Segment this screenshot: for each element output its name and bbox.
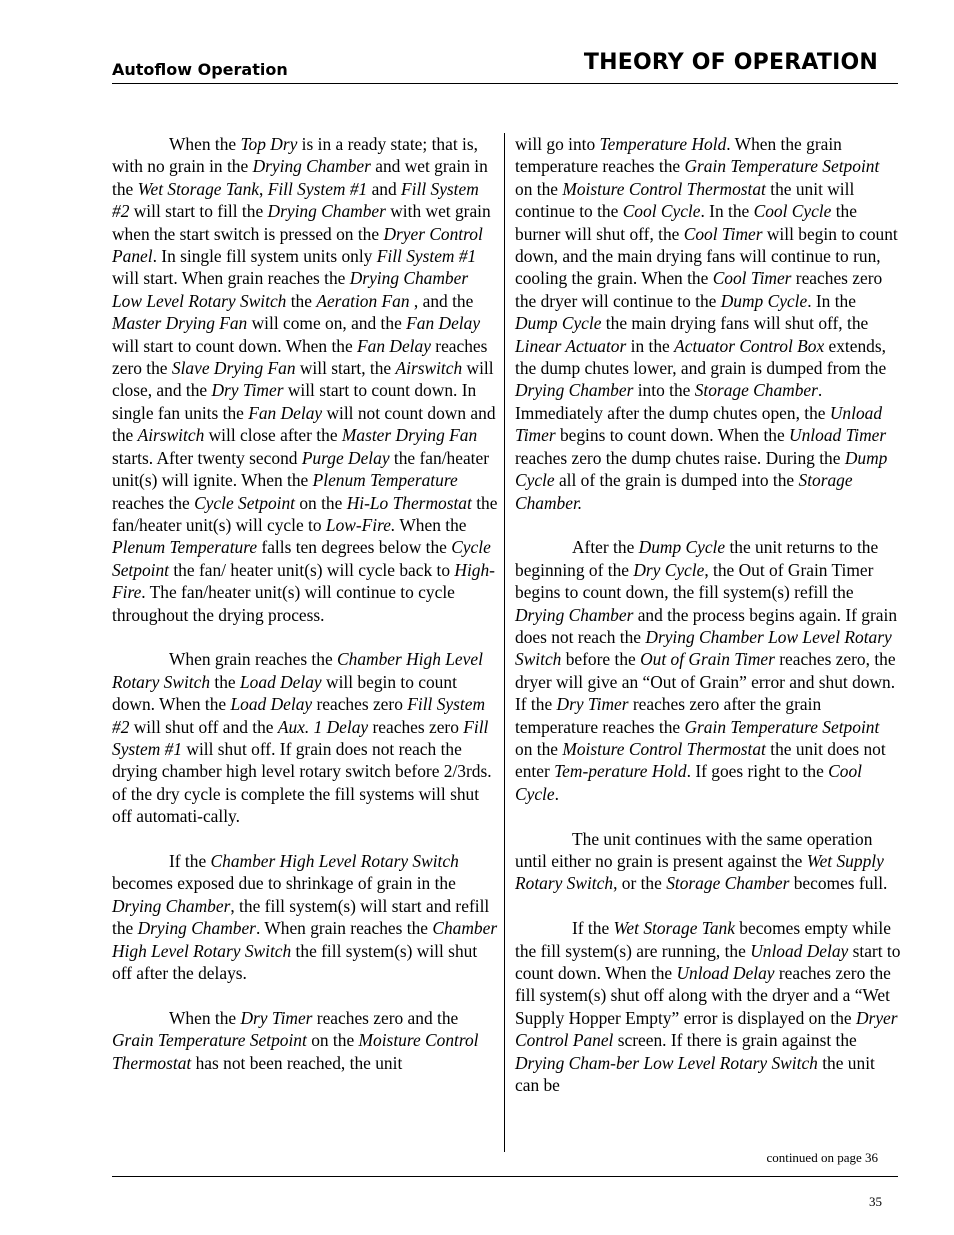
- text-run: will come on, and the: [247, 313, 407, 334]
- italic-term: Storage Chamber: [666, 873, 790, 894]
- italic-term: Drying Chamber: [515, 604, 634, 625]
- column-divider: [504, 133, 505, 1152]
- paragraph: [112, 648, 498, 827]
- italic-term: Dump Cycle: [720, 290, 808, 311]
- italic-term: Load Delay: [230, 694, 313, 715]
- italic-term: Cycle Setpoint: [112, 537, 491, 580]
- italic-term: Fan Delay: [248, 402, 323, 423]
- text-run: before the: [561, 649, 641, 670]
- italic-term: Cool Cycle: [753, 201, 832, 222]
- text-run: , or the: [613, 873, 667, 894]
- text-run: and: [367, 178, 402, 199]
- page-number: 35: [869, 1194, 882, 1209]
- italic-term: Grain Temperature Setpoint: [684, 156, 880, 177]
- text-run: the unit returns to the beginning of the: [515, 537, 879, 580]
- text-run: will begin to count down. When the: [112, 671, 457, 715]
- paragraph: [515, 133, 901, 514]
- section-heading: Autoflow Operation: [112, 60, 288, 79]
- text-run: reaches zero the dryer will continue to the: [515, 268, 883, 311]
- text-run: starts. After twenty second: [112, 447, 302, 468]
- text-run: and wet grain in the: [112, 156, 488, 199]
- text-run: reaches the: [112, 492, 195, 513]
- italic-term: Fill System #1: [112, 716, 489, 759]
- italic-term: Drying Chamber: [252, 156, 371, 177]
- italic-term: Dump Cycle: [638, 537, 726, 558]
- text-run: the unit can be: [515, 1052, 875, 1096]
- italic-term: Drying Chamber: [137, 918, 256, 939]
- italic-term: Cool Timer: [712, 268, 792, 289]
- italic-term: Slave Drying Fan: [171, 358, 296, 379]
- text-run: has not been reached, the unit: [191, 1052, 403, 1073]
- italic-term: Wet Storage Tank: [137, 178, 260, 199]
- italic-term: Drying Chamber Low Level Rotary Switch: [515, 626, 892, 670]
- paragraph: [515, 828, 901, 895]
- italic-term: Wet Storage Tank: [613, 918, 735, 939]
- text-run: into the: [633, 380, 695, 401]
- continued-note: continued on page 36: [766, 1150, 878, 1165]
- text-run: reaches zero and the: [312, 1007, 459, 1028]
- text-run: the main drying fans will shut off, the: [601, 313, 869, 334]
- text-run: ,: [259, 178, 268, 199]
- italic-term: Dry Timer: [240, 1007, 313, 1028]
- italic-term: Fill System #1: [376, 246, 477, 267]
- italic-term: Grain Temperature Setpoint: [112, 1030, 307, 1051]
- paragraph: [112, 1007, 498, 1074]
- text-run: reaches zero, the dryer will give an “Out of Grain” error and shut down. If the: [515, 649, 896, 715]
- text-run: will go into: [515, 134, 600, 154]
- text-run: , the fill system(s) will start and refill the: [112, 895, 490, 939]
- italic-term: Unload Timer: [515, 402, 883, 446]
- footer-rule: [112, 1176, 898, 1177]
- text-run: If the: [169, 850, 211, 871]
- italic-term: Fan Delay: [406, 313, 481, 334]
- text-run: on the: [515, 178, 563, 199]
- italic-term: Dry Timer: [556, 694, 629, 715]
- text-run: . If goes right to the: [686, 761, 829, 782]
- page-title: THEORY OF OPERATION: [583, 50, 878, 75]
- text-run: When grain reaches the: [169, 649, 338, 670]
- italic-term: Top Dry: [240, 134, 298, 154]
- italic-term: Aux. 1 Delay: [277, 716, 369, 737]
- text-run: the fan/heater unit(s) will ignite. When the: [112, 447, 489, 491]
- text-run: will start to fill the: [129, 201, 268, 222]
- text-run: and the process begins again. If grain does not reach the: [515, 604, 898, 647]
- italic-term: Fill System #2: [112, 694, 486, 737]
- right-text-column: [515, 133, 901, 1096]
- text-run: will close after the: [204, 425, 342, 446]
- italic-term: Wet Supply Rotary Switch: [515, 850, 884, 894]
- text-run: When the: [169, 1007, 241, 1028]
- text-run: reaches zero after the grain temperature reaches the: [515, 694, 822, 737]
- text-run: If the: [572, 918, 614, 939]
- italic-term: Actuator Control Box: [674, 335, 825, 356]
- text-run: will start, the: [295, 358, 396, 379]
- italic-term: Master Drying Fan: [112, 313, 248, 334]
- italic-term: Airswitch: [137, 425, 205, 446]
- text-run: . When grain reaches the: [255, 918, 433, 939]
- text-run: . When the grain temperature reaches the: [515, 134, 842, 177]
- text-run: in the: [626, 335, 675, 356]
- italic-term: Master Drying Fan: [341, 425, 478, 446]
- text-run: .: [554, 783, 559, 804]
- italic-term: Drying Chamber: [267, 201, 386, 222]
- text-run: . In the: [807, 290, 856, 311]
- italic-term: Cool Cycle: [515, 761, 862, 804]
- italic-term: Drying Chamber: [112, 895, 231, 916]
- italic-term: Out of Grain Timer: [640, 649, 775, 670]
- text-run: becomes exposed due to shrinkage of grain in the: [112, 873, 456, 894]
- text-run: begins to count down. When the: [555, 425, 790, 446]
- text-run: falls ten degrees below the: [257, 537, 452, 558]
- italic-term: Moisture Control Thermostat: [562, 178, 766, 199]
- italic-term: Cool Cycle: [622, 201, 701, 222]
- text-run: on the: [295, 492, 347, 513]
- text-run: with wet grain when the start switch is pressed on the: [112, 201, 491, 244]
- text-run: the: [286, 290, 317, 311]
- italic-term: Dump Cycle: [515, 447, 888, 491]
- italic-term: Tem-perature Hold: [554, 761, 687, 782]
- text-run: on the: [306, 1030, 359, 1051]
- text-run: the fan/heater unit(s) will cycle to: [112, 492, 498, 535]
- text-run: the unit will continue to the: [515, 178, 855, 222]
- text-run: After the: [572, 537, 639, 558]
- italic-term: Dryer Control Panel: [515, 1007, 898, 1051]
- text-run: , and the: [409, 290, 474, 311]
- italic-term: Fan Delay: [357, 335, 431, 356]
- italic-term: Chamber High Level Rotary Switch: [210, 850, 459, 871]
- text-run: will not count down and the: [112, 402, 496, 446]
- italic-term: Airswitch: [395, 358, 463, 379]
- text-run: the burner will shut off, the: [515, 201, 857, 244]
- italic-term: Hi-Lo Thermostat: [346, 492, 472, 513]
- text-run: the unit does not enter: [515, 738, 886, 782]
- italic-term: Cycle Setpoint: [194, 492, 296, 513]
- italic-term: Grain Temperature Setpoint: [684, 716, 880, 737]
- text-run: will begin to count down, and the main drying fans will continue to run, cooling the grain. When the: [515, 223, 898, 289]
- italic-term: Plenum Temperature: [112, 537, 258, 558]
- text-run: the: [210, 671, 241, 692]
- text-run: . In single fill system units only: [152, 246, 377, 267]
- text-run: reaches zero the: [112, 335, 488, 379]
- text-run: When the: [169, 134, 241, 154]
- text-run: When the: [395, 514, 467, 535]
- italic-term: Unload Delay: [676, 962, 775, 983]
- left-text-column: [112, 133, 498, 1074]
- text-run: reaches zero the fill system(s) shut off along with the dryer and a “Wet Supply Hopper Empty” error is displayed on the: [515, 962, 891, 1028]
- text-run: will close, and the: [112, 358, 494, 401]
- text-run: reaches zero: [368, 716, 464, 737]
- text-run: screen. If there is grain against the: [613, 1030, 857, 1051]
- text-run: , the Out of Grain Timer begins to count down, the fill system(s) refill the: [515, 559, 874, 603]
- text-run: . Immediately after the dump chutes open, the: [515, 380, 830, 423]
- header-rule: [112, 83, 898, 84]
- paragraph: [515, 536, 901, 805]
- italic-term: Linear Actuator: [515, 335, 627, 356]
- text-run: will start to count down. When the: [112, 335, 358, 356]
- italic-term: Dry Timer: [211, 380, 284, 401]
- italic-term: Fill System #1: [267, 178, 368, 199]
- text-run: will start. When grain reaches the: [112, 268, 350, 289]
- italic-term: Drying Chamber: [515, 380, 634, 401]
- italic-term: Fill System #2: [112, 178, 479, 222]
- italic-term: Aeration Fan: [316, 290, 410, 311]
- italic-term: Moisture Control Thermostat: [112, 1030, 479, 1073]
- text-run: the fill system(s) will shut off after the delays.: [112, 940, 478, 983]
- italic-term: Drying Cham-ber Low Level Rotary Switch: [515, 1052, 818, 1073]
- italic-term: Unload Delay: [750, 940, 849, 961]
- paragraph: [112, 850, 498, 984]
- text-run: start to count down. When the: [515, 940, 901, 983]
- italic-term: Storage Chamber: [694, 380, 818, 401]
- text-run: reaches zero the dump chutes raise. During the: [515, 447, 845, 468]
- text-run: is in a ready state; that is, with no grain in the: [112, 134, 478, 177]
- italic-term: Chamber High Level Rotary Switch: [112, 649, 483, 692]
- text-run: becomes full.: [789, 873, 888, 894]
- text-run: extends, the dump chutes lower, and grain is dumped from the: [515, 335, 887, 379]
- paragraph: [112, 133, 498, 626]
- italic-term: Drying Chamber Low Level Rotary Switch: [112, 268, 469, 311]
- text-run: will shut off. If grain does not reach the drying chamber high level rotary switch before 2/3rds. of the dry cycle is complete the fill systems will shut off automati-cally.: [112, 738, 492, 827]
- italic-term: Storage Chamber.: [515, 470, 853, 513]
- text-run: . In the: [700, 201, 754, 222]
- italic-term: Unload Timer: [789, 425, 887, 446]
- paragraph: [515, 917, 901, 1096]
- italic-term: Plenum Temperature: [312, 470, 458, 491]
- text-run: The unit continues with the same operation until either no grain is present against the: [515, 828, 873, 871]
- text-run: . The fan/heater unit(s) will continue to cycle throughout the drying process.: [112, 582, 455, 625]
- italic-term: Dryer Control Panel: [112, 223, 483, 267]
- text-run: becomes empty while the fill system(s) are running, the: [515, 918, 891, 961]
- italic-term: Load Delay: [240, 671, 322, 692]
- italic-term: High-Fire: [112, 559, 495, 603]
- text-run: reaches zero: [312, 694, 408, 715]
- text-run: will shut off and the: [129, 716, 278, 737]
- italic-term: Purge Delay: [301, 447, 390, 468]
- text-run: all of the grain is dumped into the: [554, 470, 799, 491]
- italic-term: Chamber High Level Rotary Switch: [112, 918, 498, 961]
- italic-term: Low-Fire.: [325, 514, 396, 535]
- italic-term: Temperature Hold: [599, 134, 727, 154]
- italic-term: Cool Timer: [683, 223, 763, 244]
- italic-term: Dump Cycle: [515, 313, 602, 334]
- text-run: will start to count down. In single fan units the: [112, 380, 477, 423]
- text-run: the fan/ heater unit(s) will cycle back to: [169, 559, 455, 580]
- text-run: on the: [515, 738, 563, 759]
- italic-term: Dry Cycle: [633, 559, 705, 580]
- italic-term: Moisture Control Thermostat: [562, 738, 766, 759]
